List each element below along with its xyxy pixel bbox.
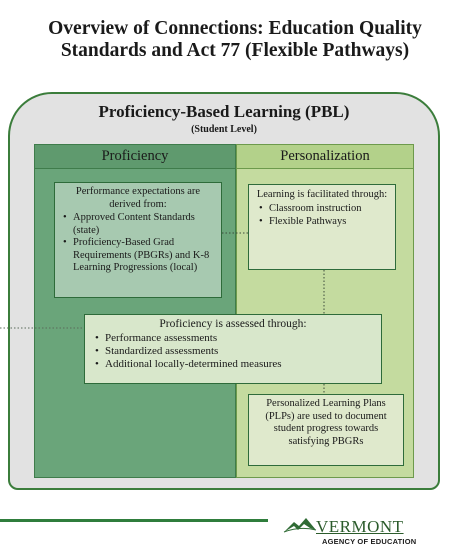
pbl-title: Proficiency-Based Learning (PBL) xyxy=(98,102,350,121)
list-item: • Flexible Pathways xyxy=(269,216,389,229)
footer-divider xyxy=(0,519,268,522)
list-item: • Classroom instruction xyxy=(269,203,389,216)
logo-wordmark: VERMONT xyxy=(316,517,404,536)
performance-list xyxy=(59,212,217,275)
logo-subtitle: AGENCY OF EDUCATION xyxy=(322,537,417,546)
plp-box: Personalized Learning Plans (PLPs) are used to document student progress towards satisfying PBGRs xyxy=(248,394,404,466)
learning-lead: Learning is facilitated through: xyxy=(256,189,388,200)
assessment-box xyxy=(84,314,382,384)
personalization-header: Personalization xyxy=(237,145,413,169)
list-item: • Proficiency-Based Grad Requirements (PBGRs) and K-8 Learning Progressions (local) xyxy=(73,237,217,275)
list-item: • Performance assessments xyxy=(105,332,375,345)
page-title: Overview of Connections: Education Quality Standards and Act 77 (Flexible Pathways) xyxy=(48,18,422,61)
list-item: • Standardized assessments xyxy=(105,345,375,358)
assessment-list xyxy=(91,332,375,371)
learning-facilitated-box xyxy=(248,184,396,270)
list-item: • Additional locally-determined measures xyxy=(105,358,375,371)
learning-list xyxy=(255,203,389,229)
pbl-subtitle: (Student Level) xyxy=(191,124,257,135)
list-item: • Approved Content Standards (state) xyxy=(73,212,217,237)
performance-expectations-box xyxy=(54,182,222,298)
assessment-lead: Proficiency is assessed through: xyxy=(159,318,307,330)
proficiency-header: Proficiency xyxy=(35,145,235,169)
performance-lead: Performance expectations are derived from: xyxy=(75,186,201,210)
